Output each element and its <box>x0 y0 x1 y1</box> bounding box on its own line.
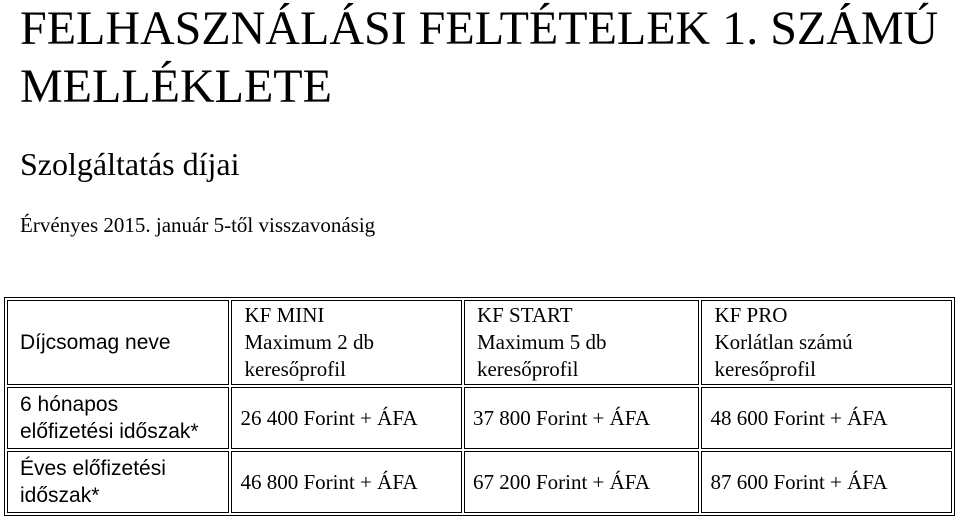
plan-description: Korlátlan számú keresőprofil <box>714 330 853 381</box>
header-label-cell: Díjcsomag neve <box>7 300 229 385</box>
plan-description: Maximum 2 db keresőprofil <box>244 330 374 381</box>
period-label-cell: Éves előfizetési időszak* <box>7 451 229 513</box>
plan-name: KF START <box>476 303 573 327</box>
section-subtitle: Szolgáltatás díjai <box>20 146 240 182</box>
plan-header-mini <box>231 300 461 385</box>
period-label-cell: 6 hónapos előfizetési időszak* <box>7 387 229 449</box>
plan-name: KF PRO <box>714 303 788 327</box>
table-row <box>7 451 952 513</box>
plan-name: KF MINI <box>244 303 325 327</box>
price-cell: 67 200 Forint + ÁFA <box>464 451 700 513</box>
price-cell: 46 800 Forint + ÁFA <box>231 451 461 513</box>
table-header-row <box>7 300 952 385</box>
page-title: FELHASZNÁLÁSI FELTÉTELEK 1. SZÁMÚ MELLÉKLETE <box>20 2 939 113</box>
table-row <box>7 387 952 449</box>
validity-text: Érvényes 2015. január 5-től visszavonásig <box>20 213 376 237</box>
plan-description: Maximum 5 db keresőprofil <box>476 330 607 381</box>
fee-table <box>4 297 955 516</box>
price-cell: 87 600 Forint + ÁFA <box>701 451 952 513</box>
plan-header-pro <box>701 300 952 385</box>
price-cell: 37 800 Forint + ÁFA <box>464 387 700 449</box>
price-cell: 26 400 Forint + ÁFA <box>231 387 461 449</box>
plan-header-start <box>464 300 700 385</box>
price-cell: 48 600 Forint + ÁFA <box>701 387 952 449</box>
